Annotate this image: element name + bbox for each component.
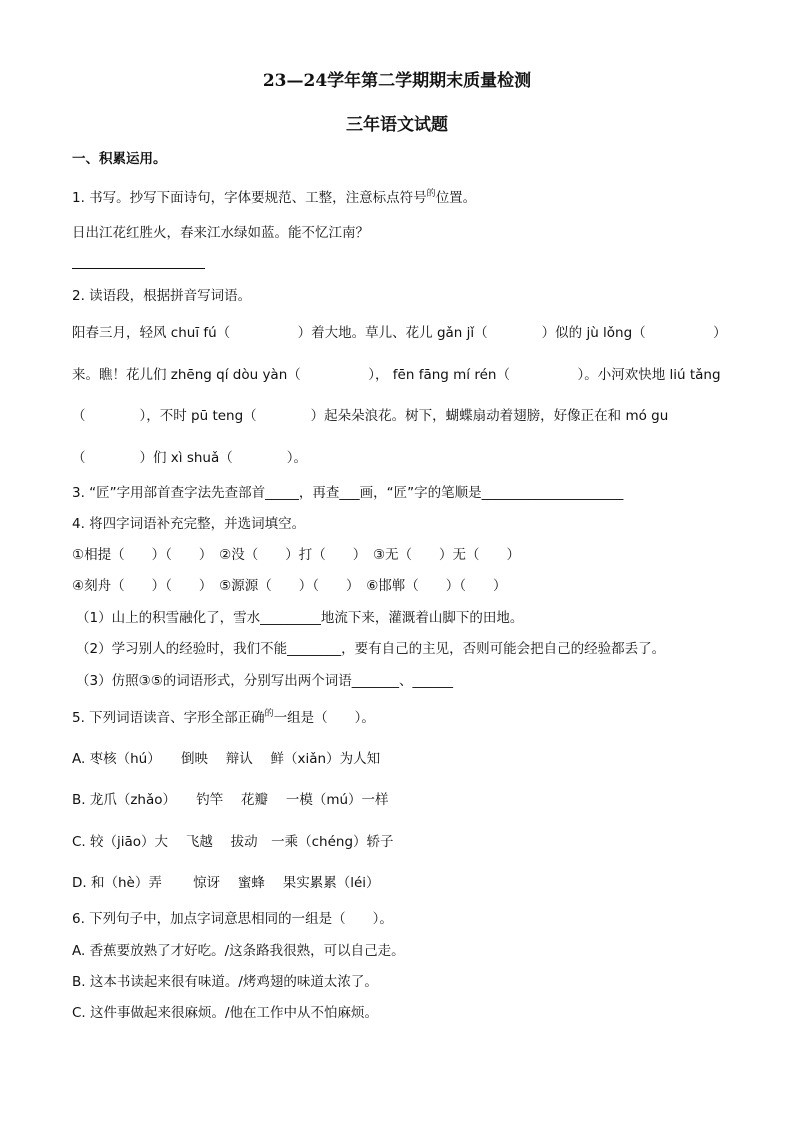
question-5-prompt-sup: 的	[264, 709, 274, 719]
question-4-sub-1: （1）山上的积雪融化了，雪水_________地流下来，灌溉着山脚下的田地。	[76, 610, 524, 626]
exam-subtitle: 三年语文试题	[346, 115, 448, 135]
question-6-prompt: 6. 下列句子中，加点字词意思相同的一组是（ ）。	[72, 911, 393, 927]
section-heading: 一、积累运用。	[72, 151, 167, 167]
question-2-line-4: （ ）们 xì shuǎ（ ）。	[72, 450, 307, 466]
question-5-prompt-end: 一组是（ ）。	[273, 710, 375, 726]
question-6-option-a: A. 香蕉要放熟了才好吃。/这条路我很熟，可以自己走。	[72, 943, 405, 959]
question-2-line-1: 阳春三月，轻风 chuī fú（ ）着大地。草儿、花儿 gǎn jǐ（ ）似的 jù lǒng（ ）	[72, 325, 727, 341]
question-5-option-a: A. 枣核（hú） 倒映 辩认 鲜（xiǎn）为人知	[72, 751, 381, 767]
question-1-prompt-sup: 的	[426, 189, 436, 199]
question-1-prompt-text: 1. 书写。抄写下面诗句，字体要规范、工整，注意标点符号	[72, 190, 427, 206]
question-1-prompt-end: 位置。	[435, 190, 477, 206]
question-5-option-b: B. 龙爪（zhǎo） 钓竿 花瓣 一模（mú）一样	[72, 792, 389, 808]
question-2-line-3: （ ），不时 pū teng（ ）起朵朵浪花。树下，蝴蝶扇动着翅膀，好像正在和 mó gu	[72, 408, 669, 424]
answer-line	[72, 268, 205, 269]
question-4-sub-3: （3）仿照③⑤的词语形式，分别写出两个词语_______、______	[76, 673, 454, 689]
question-1-poem: 日出江花红胜火，春来江水绿如蓝。能不忆江南？	[72, 225, 369, 241]
question-1-prompt	[72, 189, 476, 209]
question-5-option-d: D. 和（hè）弄 惊讶 蜜蜂 果实累累（léi）	[72, 875, 380, 891]
question-5-prompt-text: 5. 下列词语读音、字形全部正确	[72, 710, 265, 726]
question-4-row-1: ①相提（ ）（ ） ②没（ ）打（ ） ③无（ ）无（ ）	[72, 547, 521, 563]
question-4-sub-2: （2）学习别人的经验时，我们不能________，要有自己的主见，否则可能会把自己的经验都丢了。	[76, 641, 666, 657]
question-6-option-c: C. 这件事做起来很麻烦。/他在工作中从不怕麻烦。	[72, 1005, 379, 1021]
question-5-option-c: C. 较（jiāo）大 飞越 拔动 一乘（chéng）轿子	[72, 834, 394, 850]
question-2-line-2: 来。瞧！花儿们 zhēng qí dòu yàn（ ）， fēn fāng mí rén（ ）。小河欢快地 liú tǎng	[72, 367, 721, 383]
question-4-prompt: 4. 将四字词语补充完整，并选词填空。	[72, 516, 306, 532]
question-4-row-2: ④刻舟（ ）（ ） ⑤源源（ ）（ ） ⑥邯郸（ ）（ ）	[72, 578, 507, 594]
question-3: 3. “匠”字用部首查字法先查部首_____，再查___画，“匠”字的笔顺是_____________________	[72, 485, 624, 501]
question-6-option-b: B. 这本书读起来很有味道。/烤鸡翅的味道太浓了。	[72, 974, 378, 990]
question-5-prompt	[72, 709, 375, 729]
exam-title: 23—24学年第二学期期末质量检测	[262, 71, 532, 91]
question-2-prompt: 2. 读语段，根据拼音写词语。	[72, 288, 252, 304]
